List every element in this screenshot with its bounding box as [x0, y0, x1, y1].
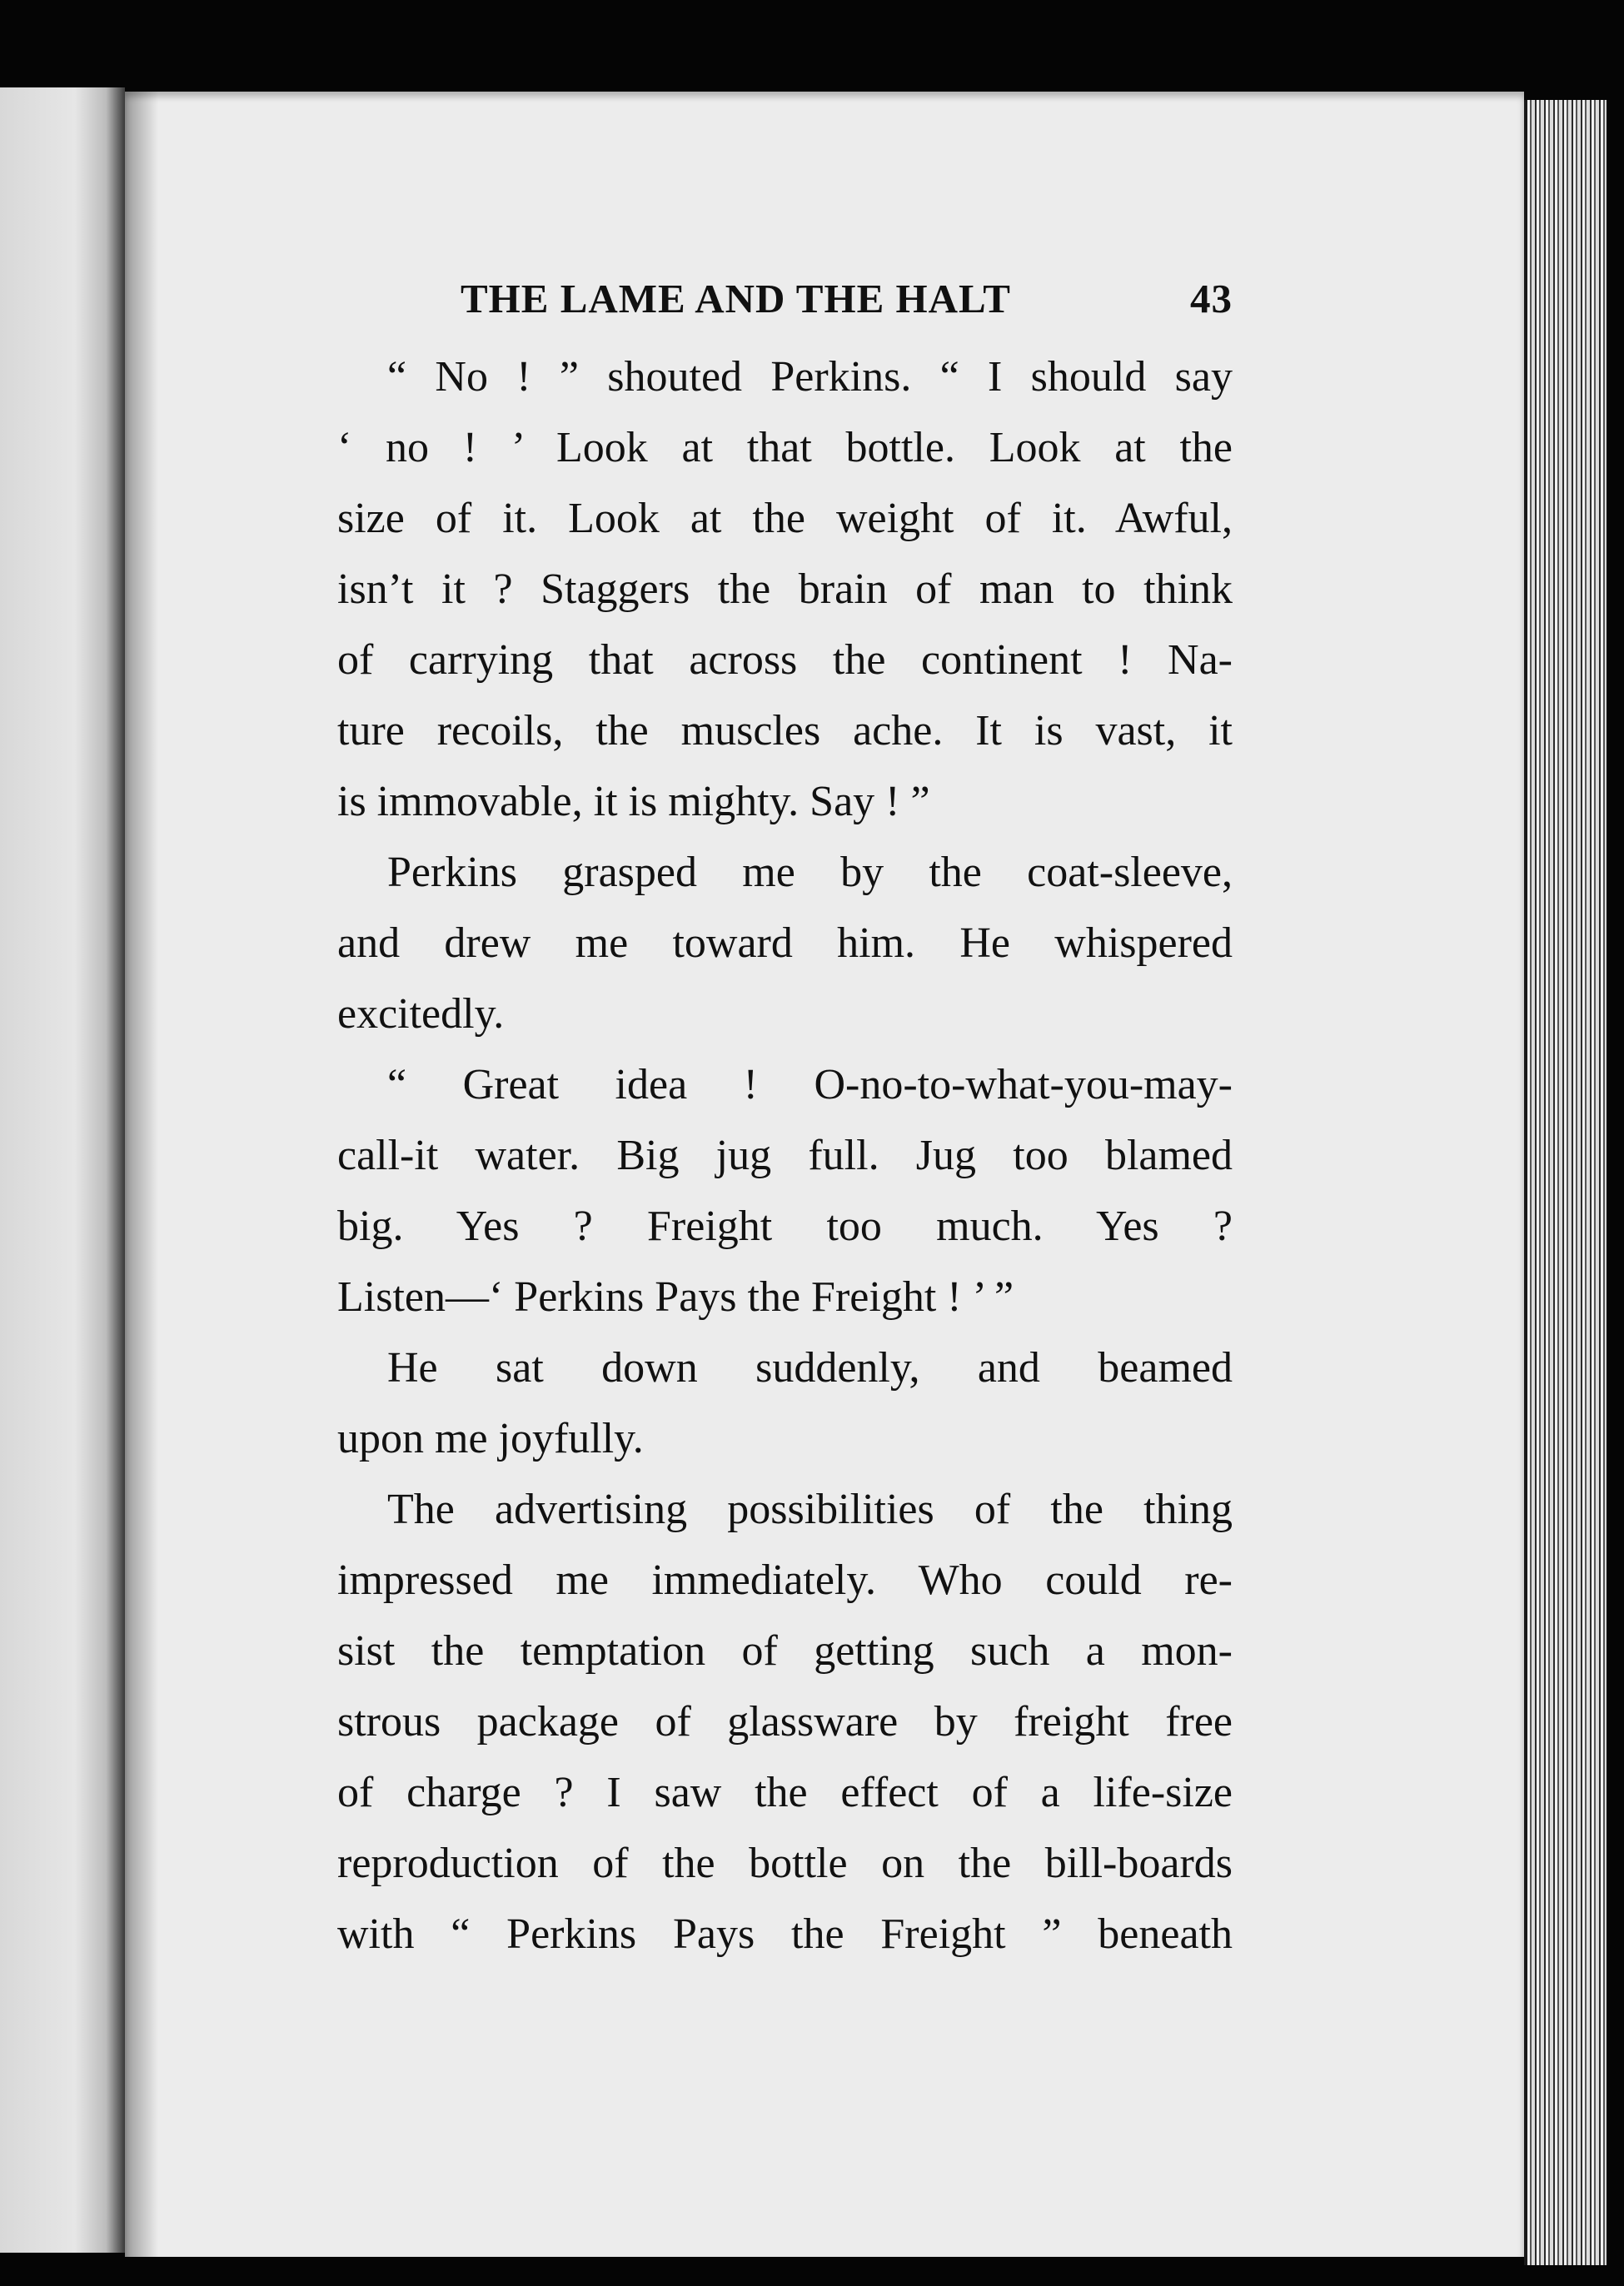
page-text-block	[337, 275, 1233, 1970]
text-line: with “ Perkins Pays the Freight ” beneath	[337, 1910, 1233, 1958]
text-line: of charge ? I saw the effect of a life-size	[337, 1769, 1233, 1816]
text-line: size of it. Look at the weight of it. Awful,	[337, 495, 1233, 542]
text-line: The advertising possibilities of the thing	[387, 1486, 1233, 1533]
text-line: of carrying that across the continent ! Na-	[337, 636, 1233, 684]
text-line: isn’t it ? Staggers the brain of man to think	[337, 565, 1233, 613]
text-line: is immovable, it is mighty. Say ! ”	[337, 778, 930, 825]
running-head	[337, 275, 1233, 341]
text-line: and drew me toward him. He whispered	[337, 919, 1233, 967]
text-line: ture recoils, the muscles ache. It is vast, it	[337, 707, 1233, 755]
text-line: “ Great idea ! O-no-to-what-you-may-	[387, 1061, 1233, 1108]
page-stack-edges	[1524, 100, 1607, 2265]
page-number: 43	[1190, 276, 1233, 321]
text-line: He sat down suddenly, and beamed	[387, 1344, 1233, 1392]
text-line: “ No ! ” shouted Perkins. “ I should say	[387, 353, 1233, 401]
text-line: impressed me immediately. Who could re-	[337, 1556, 1233, 1604]
text-line: excitedly.	[337, 990, 505, 1038]
text-line: upon me joyfully.	[337, 1415, 644, 1462]
text-line: sist the temptation of getting such a mon-	[337, 1627, 1233, 1675]
gutter-shadow	[125, 92, 158, 2257]
previous-page-edge	[0, 87, 125, 2253]
text-line: strous package of glassware by freight free	[337, 1698, 1233, 1746]
text-line: ‘ no ! ’ Look at that bottle. Look at the	[337, 424, 1233, 471]
text-line: Listen—‘ Perkins Pays the Freight ! ’ ”	[337, 1273, 1014, 1321]
running-head-title: THE LAME AND THE HALT	[461, 276, 1011, 321]
text-line: call-it water. Big jug full. Jug too blamed	[337, 1132, 1233, 1179]
text-line: Perkins grasped me by the coat-sleeve,	[387, 849, 1233, 896]
text-line: big. Yes ? Freight too much. Yes ?	[337, 1203, 1233, 1250]
text-line: reproduction of the bottle on the bill-boards	[337, 1840, 1233, 1887]
